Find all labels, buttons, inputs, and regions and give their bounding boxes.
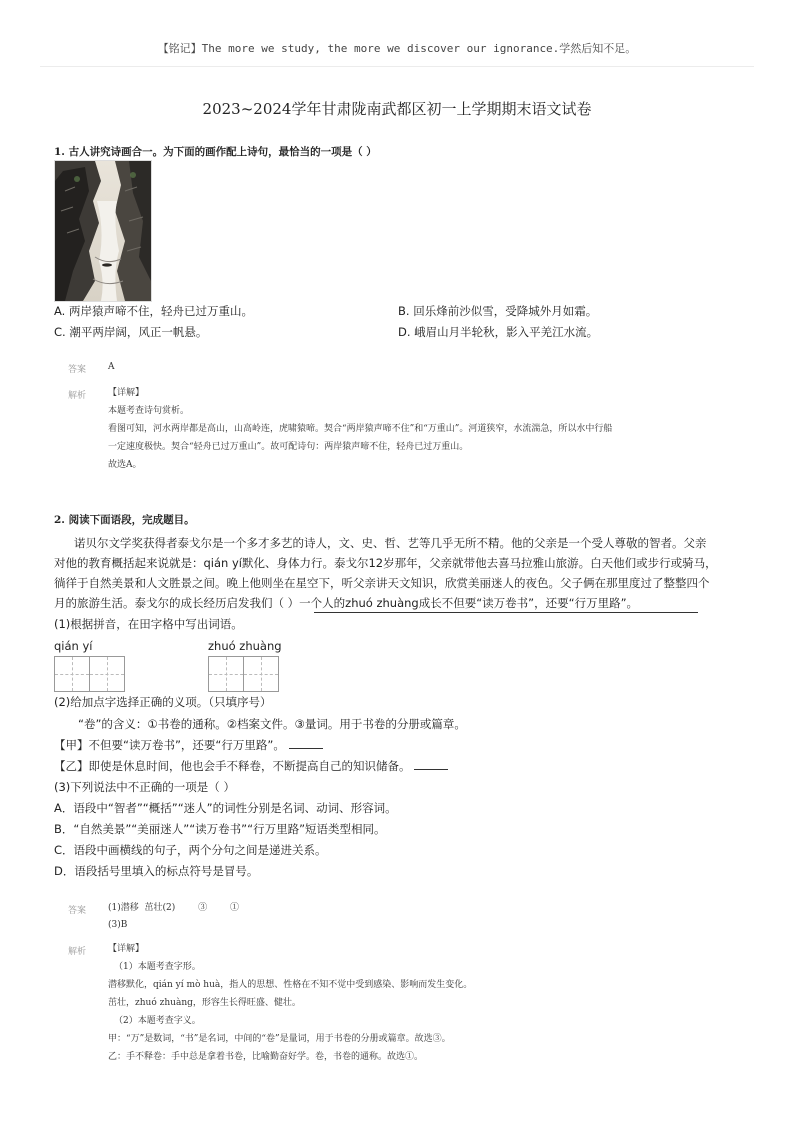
q1-option-a: A. 两岸猿声啼不住，轻舟已过万重山。 [54, 304, 253, 318]
answer-blank[interactable] [414, 757, 448, 770]
q2-option-b: B．“自然美景”“美丽迷人”“读万卷书”“行万里路”短语类型相同。 [54, 822, 386, 836]
page-title: 2023~2024学年甘肃陇南武都区初一上学期期末语文试卷 [202, 100, 592, 118]
q1-option-b: B. 回乐烽前沙似雪，受降城外月如霜。 [398, 304, 598, 318]
tianzige-grid-1[interactable] [54, 656, 124, 692]
q2-underline-mark [314, 612, 698, 613]
q2-answer-label: 答案 [68, 906, 87, 916]
tianzige-cell[interactable] [54, 656, 90, 692]
q2-passage-line: 月的旅游生活。泰戈尔的成长经历启发我们（ ）一个人的zhuó zhuàng成长不但要“读万卷书”，还要“行万里路”。 [54, 596, 639, 610]
tianzige-cell[interactable] [208, 656, 244, 692]
q2-answer-line: (1)潜移 茁壮(2) ③ ① [108, 903, 239, 913]
landscape-painting-image [54, 160, 152, 302]
q1-explain-line: 看图可知，河水两岸都是高山，山高岭连，虎啸猿啼。契合“两岸猿声啼不住”和“万重山”。河道狭窄，水流湍急，所以水中行船 [108, 424, 613, 434]
tianzige-cell[interactable] [89, 656, 125, 692]
q2-explain-label: 解析 [68, 947, 87, 957]
tianzige-grid-2[interactable] [208, 656, 278, 692]
q2-explain-line: 茁壮，zhuó zhuàng，形容生长得旺盛、健壮。 [108, 998, 301, 1008]
q2-sub2: (2)给加点字选择正确的义项。（只填序号） [54, 695, 272, 709]
q2-option-c: C．语段中画横线的句子，两个分句之间是递进关系。 [54, 843, 327, 857]
q2-explain-line: 乙：手不释卷：手中总是拿着书卷，比喻勤奋好学。卷，书卷的通称。故选①。 [108, 1052, 424, 1062]
q2-pinyin-2: zhuó zhuàng [208, 639, 282, 653]
q1-explain-line: 本题考查诗句赏析。 [108, 406, 190, 416]
q1-explain-line: 一定速度极快。契合“轻舟已过万重山”。故可配诗句：两岸猿声啼不住，轻舟已过万重山。 [108, 442, 469, 452]
q2-passage-line: 诺贝尔文学奖获得者泰戈尔是一个多才多艺的诗人，文、史、哲、艺等几乎无所不精。他的父亲是一个受人尊敬的智者。父亲 [74, 536, 707, 550]
q1-explain-line: 故选A。 [108, 460, 142, 470]
q2-answer-line: (3)B [108, 920, 128, 930]
tianzige-cell[interactable] [243, 656, 279, 692]
q2-juan-definition: “卷”的含义：①书卷的通称。②档案文件。③量词。用于书卷的分册或篇章。 [78, 717, 466, 731]
answer-blank[interactable] [289, 736, 323, 749]
q2-explain-line: 甲：“万”是数词，“书”是名词，中间的“卷”是量词，用于书卷的分册或篇章。故选③。 [108, 1034, 451, 1044]
q2-jia-line [54, 735, 323, 756]
q2-explain-line: 潜移默化，qián yí mò huà，指人的思想、性格在不知不觉中受到感染、影响而发生变化。 [108, 980, 473, 990]
header-divider [40, 66, 754, 67]
q1-stem: 1. 古人讲究诗画合一。为下面的画作配上诗句，最恰当的一项是（ ） [54, 146, 377, 158]
q2-jia-text: 【甲】不但要“读万卷书”，还要“行万里路”。 [54, 738, 285, 752]
q1-option-c: C. 潮平两岸阔，风正一帆悬。 [54, 325, 208, 339]
q2-pinyin-1: qián yí [54, 639, 93, 653]
q2-explain-line: （1）本题考查字形。 [114, 962, 201, 972]
q2-passage-line: 对他的教育概括起来说就是：qián yí默化、身体力行。泰戈尔12岁那年，父亲就带他去喜马拉雅山旅游。白天他们或步行或骑马， [54, 556, 717, 570]
q1-answer: A [108, 362, 115, 372]
q2-sub3: (3)下列说法中不正确的一项是（ ） [54, 780, 235, 794]
q2-option-d: D．语段括号里填入的标点符号是冒号。 [54, 864, 259, 878]
q2-passage-line: 徜徉于自然美景和人文胜景之间。晚上他则坐在星空下，听父亲讲天文知识，欣赏美丽迷人的夜色。父子俩在那里度过了整整四个 [54, 576, 710, 590]
q2-yi-text: 【乙】即使是休息时间，他也会手不释卷，不断提高自己的知识储备。 [54, 759, 411, 773]
q1-explain-line: 【详解】 [108, 388, 145, 398]
q2-explain-line: 【详解】 [108, 944, 145, 954]
q1-answer-label: 答案 [68, 365, 87, 375]
q2-yi-line [54, 756, 448, 777]
q2-sub1: (1)根据拼音，在田字格中写出词语。 [54, 617, 243, 631]
page-motto: 【铭记】The more we study, the more we discover our ignorance.学然后知不足。 [157, 42, 637, 55]
q2-stem: 2. 阅读下面语段，完成题目。 [54, 514, 195, 526]
q1-explain-label: 解析 [68, 391, 87, 401]
q2-explain-line: （2）本题考查字义。 [114, 1016, 201, 1026]
q2-option-a: A．语段中“智者”“概括”“迷人”的词性分别是名词、动词、形容词。 [54, 801, 397, 815]
q1-option-d: D. 峨眉山月半轮秋，影入平羌江水流。 [398, 325, 599, 339]
